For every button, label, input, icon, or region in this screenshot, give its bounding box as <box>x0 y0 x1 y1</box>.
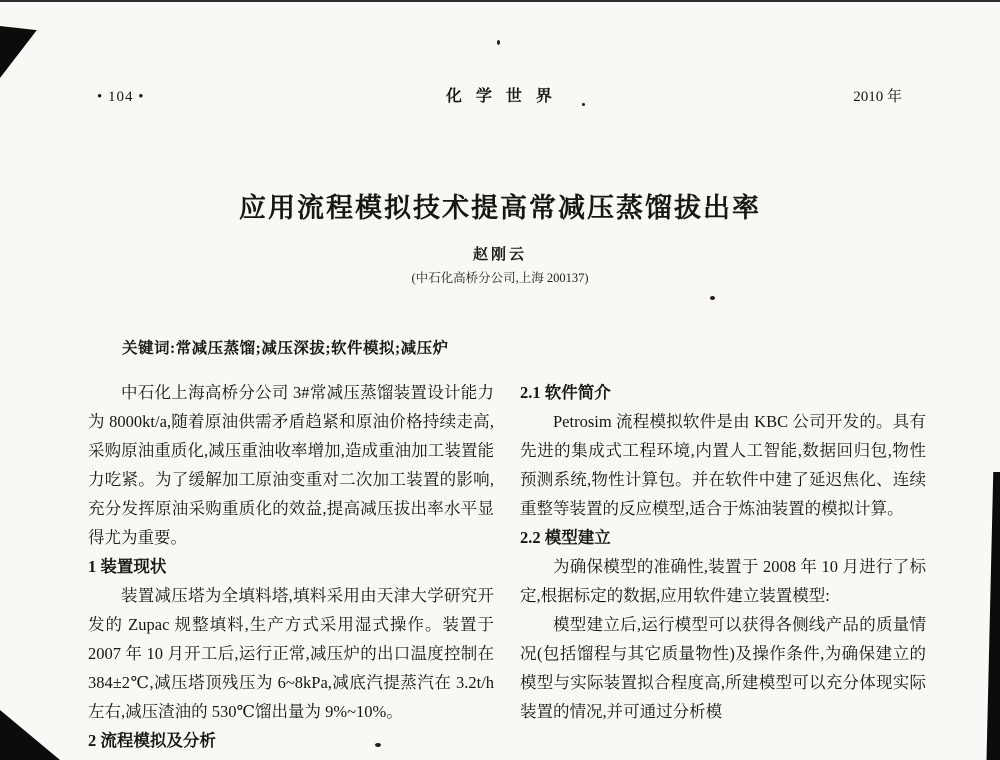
scan-speck <box>582 103 585 106</box>
intro-paragraph: 中石化上海高桥分公司 3#常减压蒸馏装置设计能力为 8000kt/a,随着原油供需矛盾趋紧和原油价格持续走高,采购原油重质化,减压重油收率增加,造成重油加工装置能力吃紧。为了缓解加工原油变重对二次加工装置的影响,充分发挥原油采购重质化的效益,提高减压拔出率水平显得尤为重要。 <box>88 383 494 547</box>
subsection-2-1-paragraph: Petrosim 流程模拟软件是由 KBC 公司开发的。具有先进的集成式工程环境,内置人工智能,数据回归包,物性预测系统,物性计算包。并在软件中建了延迟焦化、连续重整等装置的反应模型,适合于炼油装置的模拟计算。 <box>520 412 926 518</box>
scan-speck <box>497 40 500 45</box>
author-affiliation: (中石化高桥分公司,上海 200137) <box>411 271 589 285</box>
subsection-2-2-paragraph-1: 为确保模型的准确性,装置于 2008 年 10 月进行了标定,根据标定的数据,应用软件建立装置模型: <box>520 557 926 605</box>
section-heading-2: 2 流程模拟及分析 <box>88 731 216 750</box>
article-title: 应用流程模拟技术提高常减压蒸馏拔出率 <box>239 193 761 223</box>
section-1-paragraph: 装置减压塔为全填料塔,填料采用由天津大学研究开发的 Zupac 规整填料,生产方式采用湿式操作。装置于 2007 年 10 月开工后,运行正常,减压炉的出口温度控制在 384±2℃,减压塔顶残压为 6~8kPa,减底汽提蒸汽在 3.2t/h 左右,减压渣油的 530℃馏出量为 9%~10%。 <box>88 586 494 721</box>
running-head <box>97 83 902 106</box>
scan-artifact-top-left <box>0 26 40 78</box>
scan-artifact-bottom-left <box>0 710 60 760</box>
subsection-2-2-paragraph-2: 模型建立后,运行模型可以获得各侧线产品的质量情况(包括馏程与其它质量物性)及操作条件,为确保建立的模型与实际装置拟合程度高,所建模型可以充分体现实际装置的情况,并可通过分析模 <box>520 615 926 721</box>
section-heading-1: 1 装置现状 <box>88 557 167 576</box>
scan-artifact-top-edge <box>0 0 1000 2</box>
page-number: • 104 • <box>97 89 145 105</box>
scan-speck <box>375 743 381 747</box>
left-column <box>88 378 494 755</box>
scan-artifact-right-edge <box>985 472 1000 760</box>
keywords-line: 关键词:常减压蒸馏;减压深拔;软件模拟;减压炉 <box>122 340 449 357</box>
subsection-heading-2-2: 2.2 模型建立 <box>520 528 611 547</box>
subsection-heading-2-1: 2.1 软件简介 <box>520 383 611 402</box>
author-name: 赵刚云 <box>472 247 527 263</box>
scan-speck <box>710 296 715 300</box>
journal-title: 化学世界 <box>445 88 566 105</box>
article-body <box>88 378 926 755</box>
issue-year: 2010 年 <box>853 89 902 105</box>
right-column <box>520 378 926 755</box>
